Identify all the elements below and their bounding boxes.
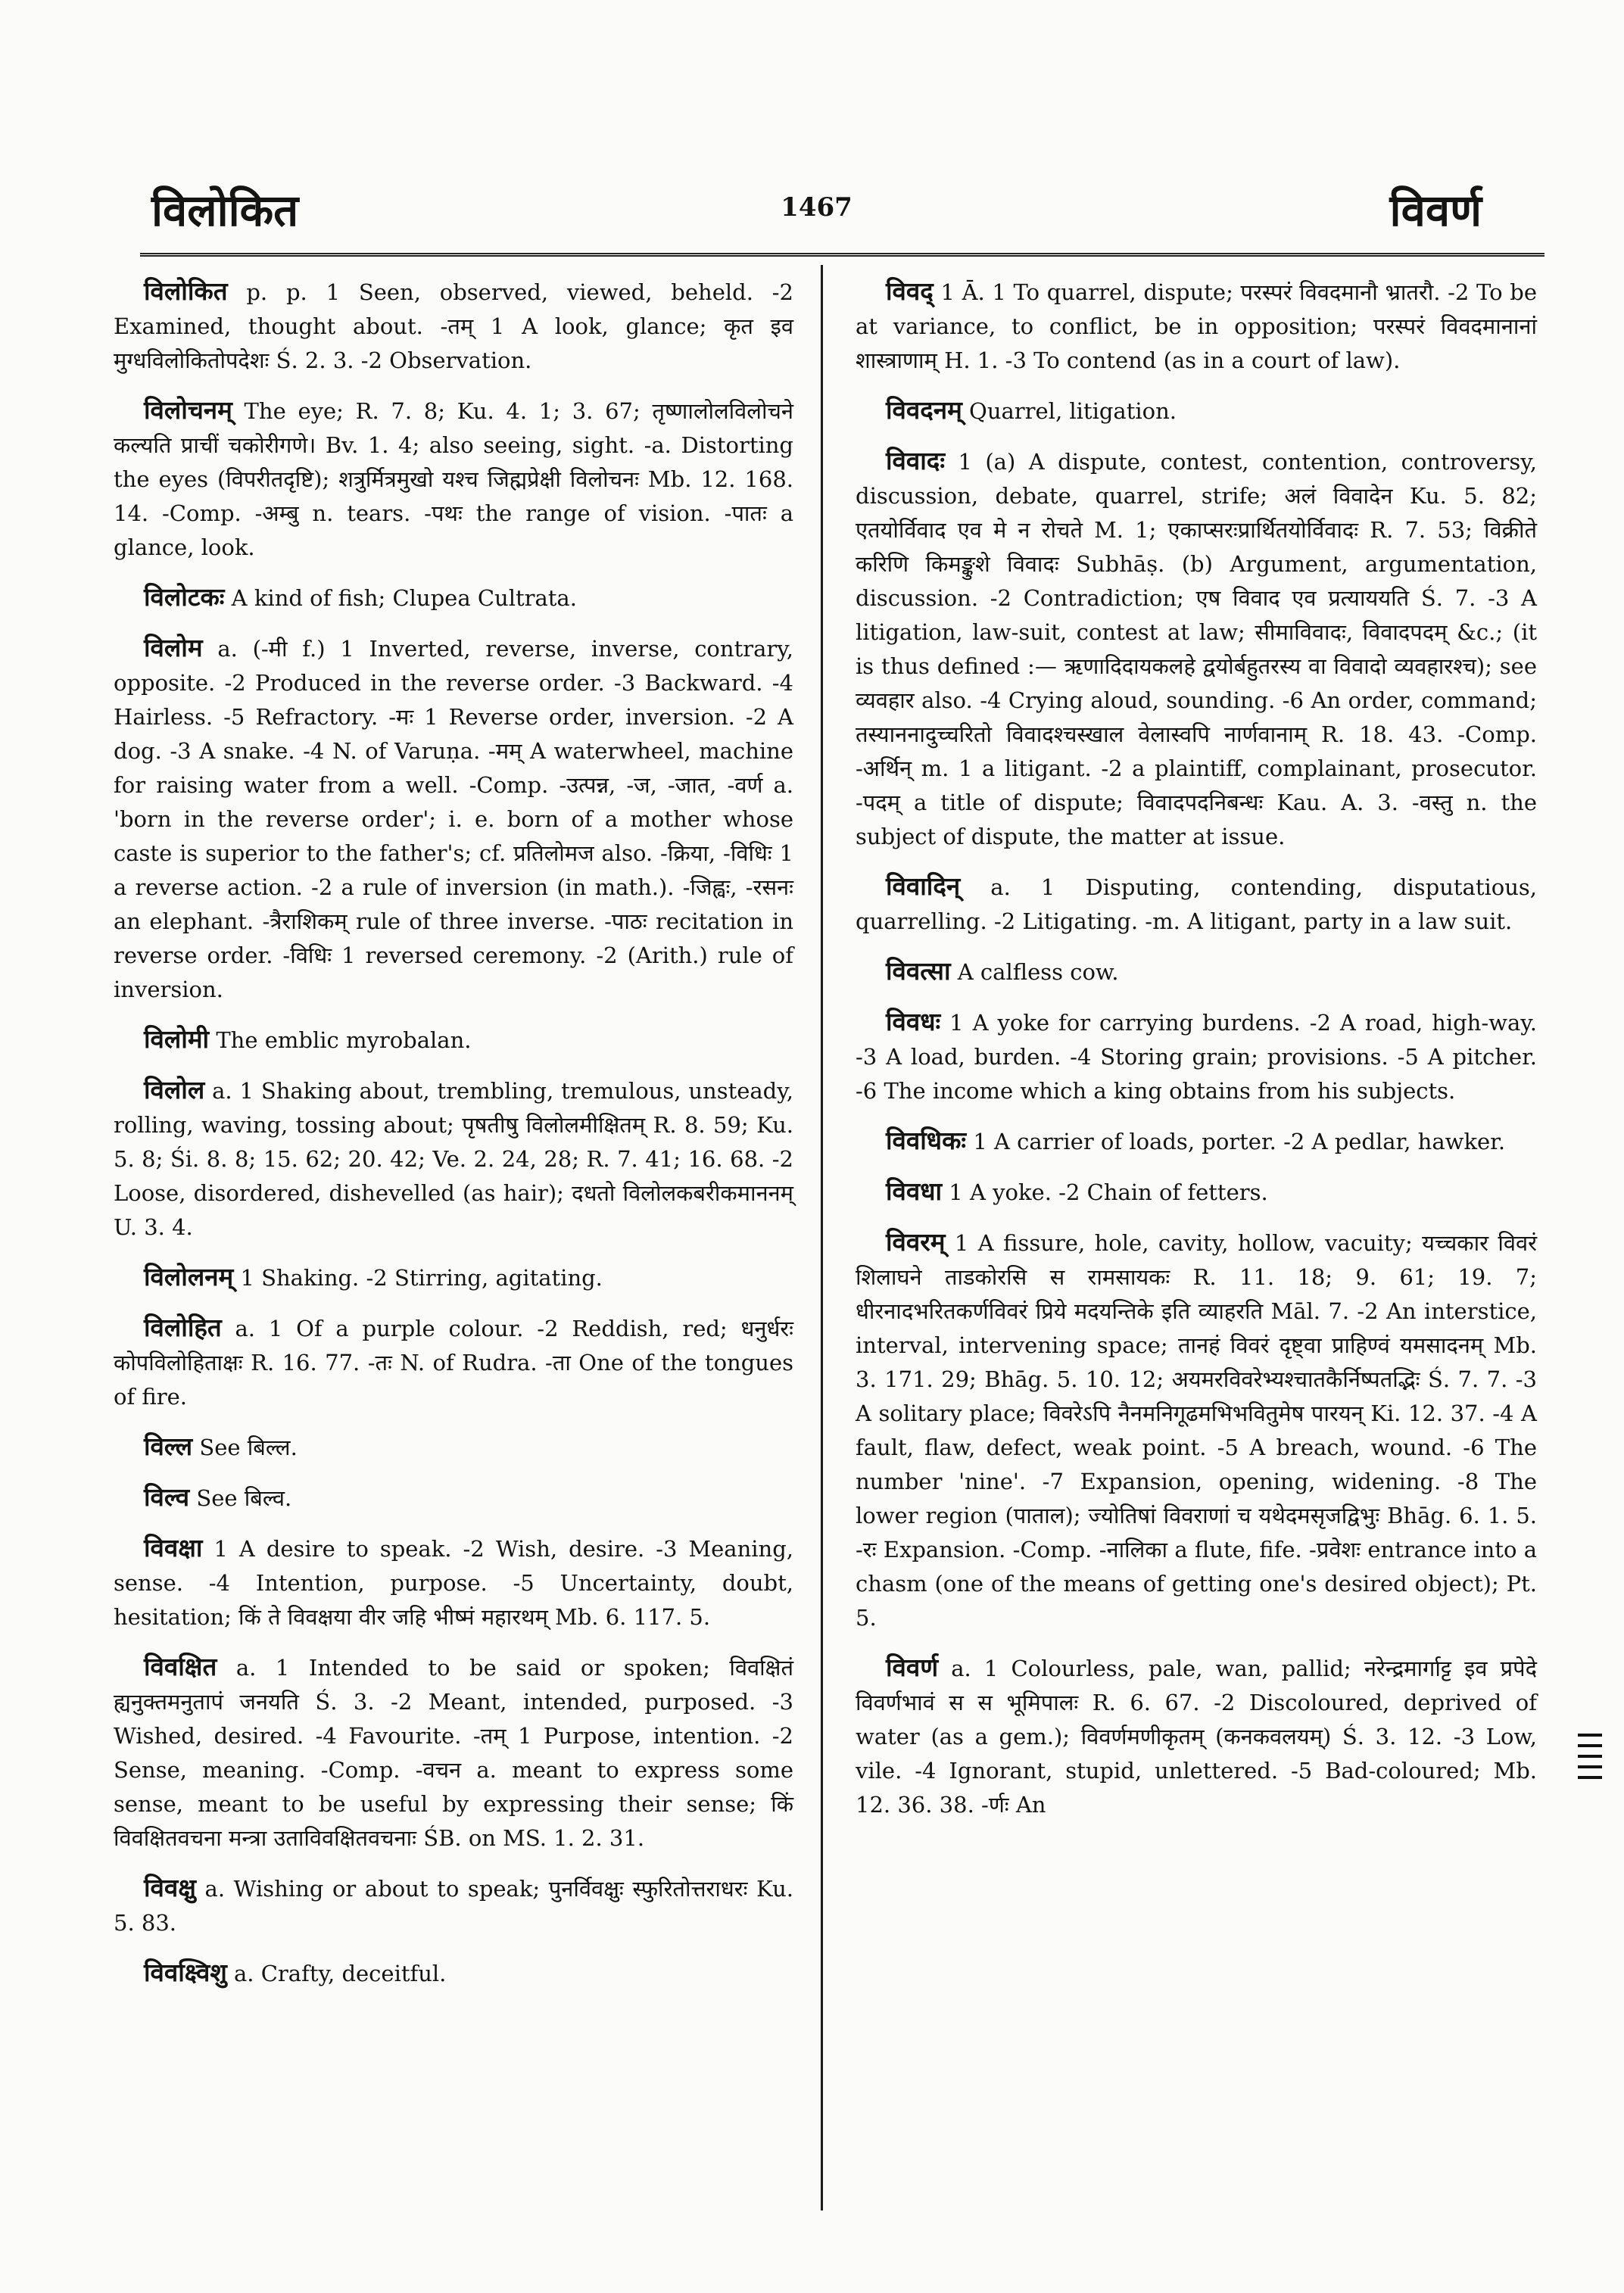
dictionary-entry xyxy=(856,393,1537,428)
dictionary-entry xyxy=(856,954,1537,989)
entry-headword: विवधः xyxy=(886,1007,941,1036)
left-running-headword: विलोकित xyxy=(151,185,299,236)
dictionary-entry xyxy=(856,1005,1537,1108)
dictionary-entry xyxy=(114,1531,793,1634)
dictionary-entry xyxy=(114,1260,793,1295)
dictionary-entry xyxy=(114,1955,793,1991)
page-header xyxy=(136,165,1497,236)
entry-headword: विलोमी xyxy=(144,1024,210,1054)
entry-definition: a. 1 Intended to be said or spoken; विवक्षितं ह्यनुक्तमनुतापं जनयति Ś. 3. -2 Meant, intended, purposed. -3 Wished, desired. -4 Favourite. -तम् 1 Purpose, intention. -2 Sense, meaning. -Comp. -वचन a. meant to express some sense, meant to be useful by expressing their sense; किं विवक्षितवचना मन्त्रा उताविवक्षितवचनाः ŚB. on MS. 1. 2. 31. xyxy=(114,1655,793,1851)
header-rule xyxy=(140,253,1545,257)
entry-definition: a. Crafty, deceitful. xyxy=(226,1961,447,1986)
entry-headword: विलोटकः xyxy=(144,582,225,612)
entry-headword: विवादः xyxy=(886,446,945,475)
entry-headword: विवर्ण xyxy=(886,1653,939,1682)
entry-definition: a. 1 Of a purple colour. -2 Reddish, red; धनुर्धरः कोपविलोहिताक्षः R. 16. 77. -तः N. of Rudra. -ता One of the tongues of fire. xyxy=(114,1316,793,1410)
dictionary-entry xyxy=(114,1650,793,1855)
entry-definition: p. p. 1 Seen, observed, viewed, beheld. -2 Examined, thought about. -तम् 1 A look, glance; कृत इव मुग्धविलोकितोपदेशः Ś. 2. 3. -2 Observation. xyxy=(114,279,793,373)
entry-headword: विवरम् xyxy=(886,1227,946,1257)
entry-headword: विलोचनम् xyxy=(144,395,232,425)
entry-definition: The emblic myrobalan. xyxy=(209,1027,472,1053)
entry-headword: विवक्ष्विशु xyxy=(144,1958,227,1987)
dictionary-entry xyxy=(114,274,793,378)
entry-definition: a. (-मी f.) 1 Inverted, reverse, inverse, contrary, opposite. -2 Produced in the reverse order. -3 Backward. -4 Hairless. -5 Refractory. -मः 1 Reverse order, inversion. -2 A dog. -3 A snake. -4 N. of Varuṇa. -मम् A waterwheel, machine for raising water from a well. -Comp. -उत्पन्न, -ज, -जात, -वर्ण a. 'born in the reverse order'; i. e. born of a mother whose caste is superior to the father's; cf. प्रतिलोमज also. -क्रिया, -विधिः 1 a reverse action. -2 a rule of inversion (in math.). -जिह्वः, -रसनः an elephant. -त्रैराशिकम् rule of three inverse. -पाठः recitation in reverse order. -विधिः 1 reversed ceremony. -2 (Arith.) rule of inversion. xyxy=(114,636,793,1002)
entry-headword: विलोलनम् xyxy=(144,1262,234,1291)
entry-definition: a. 1 Colourless, pale, wan, pallid; नरेन्द्रमार्गाट्ट इव प्रपेदे विवर्णभावं स स भूमिपालः R. 6. 67. -2 Discoloured, deprived of water (as a gem.); विवर्णमणीकृतम् (कनकवलयम्) Ś. 3. 12. -3 Low, vile. -4 Ignorant, stupid, unlettered. -5 Bad-coloured; Mb. 12. 36. 38. -र्णः An xyxy=(856,1656,1537,1818)
dictionary-entry xyxy=(114,1022,793,1058)
entry-headword: विलोम xyxy=(144,633,203,662)
dictionary-entry xyxy=(114,1073,793,1245)
entry-definition: A calfless cow. xyxy=(950,959,1119,985)
entry-headword: विवत्सा xyxy=(886,956,951,986)
entry-definition: a. 1 Shaking about, trembling, tremulous, unsteady, rolling, waving, tossing about; पृषतीषु विलोलमीक्षितम् R. 8. 59; Ku. 5. 8; Śi. 8. 8; 15. 62; 20. 42; Ve. 2. 24, 28; R. 7. 41; 16. 68. -2 Loose, disordered, dishevelled (as hair); दधतो विलोलकबरीकमाननम् U. 3. 4. xyxy=(114,1078,793,1240)
entry-definition: See बिल्ल. xyxy=(192,1435,298,1460)
entry-headword: विवक्षित xyxy=(144,1652,217,1681)
entry-headword: विवक्षु xyxy=(144,1873,196,1902)
column-divider xyxy=(821,265,823,2210)
dictionary-entry xyxy=(114,631,793,1007)
entry-definition: Quarrel, litigation. xyxy=(962,398,1177,424)
entry-headword: विवदनम् xyxy=(886,395,962,425)
entry-headword: विवधा xyxy=(886,1176,943,1206)
right-running-headword: विवर्ण xyxy=(1389,185,1482,236)
entry-definition: 1 A carrier of loads, porter. -2 A pedlar, hawker. xyxy=(966,1129,1506,1154)
entry-definition: 1 Ā. 1 To quarrel, dispute; परस्परं विवदमानौ भ्रातरौ. -2 To be at variance, to conflict, be in opposition; परस्परं विवदमानानां शास्त्राणाम् H. 1. -3 To contend (as in a court of law). xyxy=(856,279,1537,373)
entry-headword: विवधिकः xyxy=(886,1126,967,1155)
dictionary-entry xyxy=(114,1480,793,1516)
right-column xyxy=(856,274,1537,1837)
entry-definition: See बिल्व. xyxy=(189,1485,292,1511)
dictionary-entry xyxy=(856,274,1537,378)
page-number: 1467 xyxy=(781,192,853,223)
entry-definition: 1 A yoke for carrying burdens. -2 A road, high-way. -3 A load, burden. -4 Storing grain; provisions. -5 A pitcher. -6 The income which a king obtains from his subjects. xyxy=(856,1010,1537,1104)
dictionary-entry xyxy=(114,1429,793,1465)
entry-headword: विवद् xyxy=(886,276,934,306)
entry-headword: विलोहित xyxy=(144,1313,222,1342)
entry-definition: A kind of fish; Clupea Cultrata. xyxy=(224,585,577,611)
dictionary-entry xyxy=(856,1123,1537,1159)
entry-headword: विल्व xyxy=(144,1482,190,1512)
entry-headword: विवादिन् xyxy=(886,871,961,901)
dictionary-entry xyxy=(856,444,1537,854)
entry-headword: विलोकित xyxy=(144,276,228,306)
dictionary-entry xyxy=(114,393,793,565)
left-column xyxy=(114,274,793,2006)
dictionary-entry xyxy=(114,580,793,615)
entry-definition: a. Wishing or about to speak; पुनर्विवक्षुः स्फुरितोत्तराधरः Ku. 5. 83. xyxy=(114,1876,793,1936)
section-marker-icon xyxy=(1578,1734,1602,1788)
dictionary-entry xyxy=(856,869,1537,939)
entry-definition: 1 A fissure, hole, cavity, hollow, vacuity; यच्चकार विवरं शिलाघने ताडकोरसि स रामसायकः R. 11. 18; 9. 61; 19. 7; धीरनादभरितकर्णविवरं प्रिये मदयन्तिके इति व्याहरति Māl. 7. -2 An interstice, interval, intervening space; तानहं विवरं दृष्ट्वा प्राहिण्वं यमसादनम् Mb. 3. 171. 29; Bhāg. 5. 10. 12; अयमरविवरेभ्यश्चातकैर्निष्पतद्भिः Ś. 7. 7. -3 A solitary place; विवरेऽपि नैनमनिगूढमभिभवितुमेष पारयन् Ki. 12. 37. -4 A fault, flaw, defect, weak point. -5 A breach, wound. -6 The number 'nine'. -7 Expansion, opening, widening. -8 The lower region (पाताल); ज्योतिषां विवराणां च यथेदमसृजद्विभुः Bhāg. 6. 1. 5. -रः Expansion. -Comp. -नालिका a flute, fife. -प्रवेशः entrance into a chasm (one of the means of getting one's desired object); Pt. 5. xyxy=(856,1230,1537,1631)
entry-headword: विल्ल xyxy=(144,1432,193,1461)
entry-headword: विलोल xyxy=(144,1075,205,1104)
entry-definition: 1 A desire to speak. -2 Wish, desire. -3 Meaning, sense. -4 Intention, purpose. -5 Uncertainty, doubt, hesitation; किं ते विवक्षया वीर जहि भीष्मं महारथम् Mb. 6. 117. 5. xyxy=(114,1536,793,1630)
dictionary-entry xyxy=(856,1650,1537,1822)
entry-definition: 1 Shaking. -2 Stirring, agitating. xyxy=(233,1265,603,1291)
dictionary-entry xyxy=(114,1310,793,1414)
entry-definition: a. 1 Disputing, contending, disputatious, quarrelling. -2 Litigating. -m. A litigant, party in a law suit. xyxy=(856,874,1537,934)
dictionary-entry xyxy=(856,1225,1537,1635)
entry-headword: विवक्षा xyxy=(144,1533,203,1562)
entry-definition: 1 (a) A dispute, contest, contention, controversy, discussion, debate, quarrel, strife; अलं विवादेन Ku. 5. 82; एतयोर्विवाद एव मे न रोचते M. 1; एकाप्सरःप्रार्थितयोर्विवादः R. 7. 53; विक्रीते करिणि किमङ्कुशे विवादः Subhāṣ. (b) Argument, argumentation, discussion. -2 Contradiction; एष विवाद एव प्रत्याययति Ś. 7. -3 A litigation, law-suit, contest at law; सीमाविवादः, विवादपदम् &c.; (it is thus defined :— ऋणादिदायकलहे द्वयोर्बहुतरस्य वा विवादो व्यवहारश्च); see व्यवहार also. -4 Crying aloud, sounding. -6 An order, command; तस्याननादुच्चरितो विवादश्चस्खाल वेलास्वपि नार्णवानाम् R. 18. 43. -Comp. -अर्थिन् m. 1 a litigant. -2 a plaintiff, complainant, prosecutor. -पदम् a title of dispute; विवादपदनिबन्धः Kau. A. 3. -वस्तु n. the subject of dispute, the matter at issue. xyxy=(856,449,1537,849)
entry-definition: 1 A yoke. -2 Chain of fetters. xyxy=(942,1179,1268,1205)
dictionary-entry xyxy=(114,1871,793,1940)
entry-definition: The eye; R. 7. 8; Ku. 4. 1; 3. 67; तृष्णालोलविलोचने कल्यति प्राचीं चकोरीगणे। Bv. 1. 4; also seeing, sight. -a. Distorting the eyes (विपरीतदृष्टि); शत्रुर्मित्रमुखो यश्च जिह्मप्रेक्षी विलोचनः Mb. 12. 168. 14. -Comp. -अम्बु n. tears. -पथः the range of vision. -पातः a glance, look. xyxy=(114,398,793,560)
dictionary-entry xyxy=(856,1174,1537,1210)
